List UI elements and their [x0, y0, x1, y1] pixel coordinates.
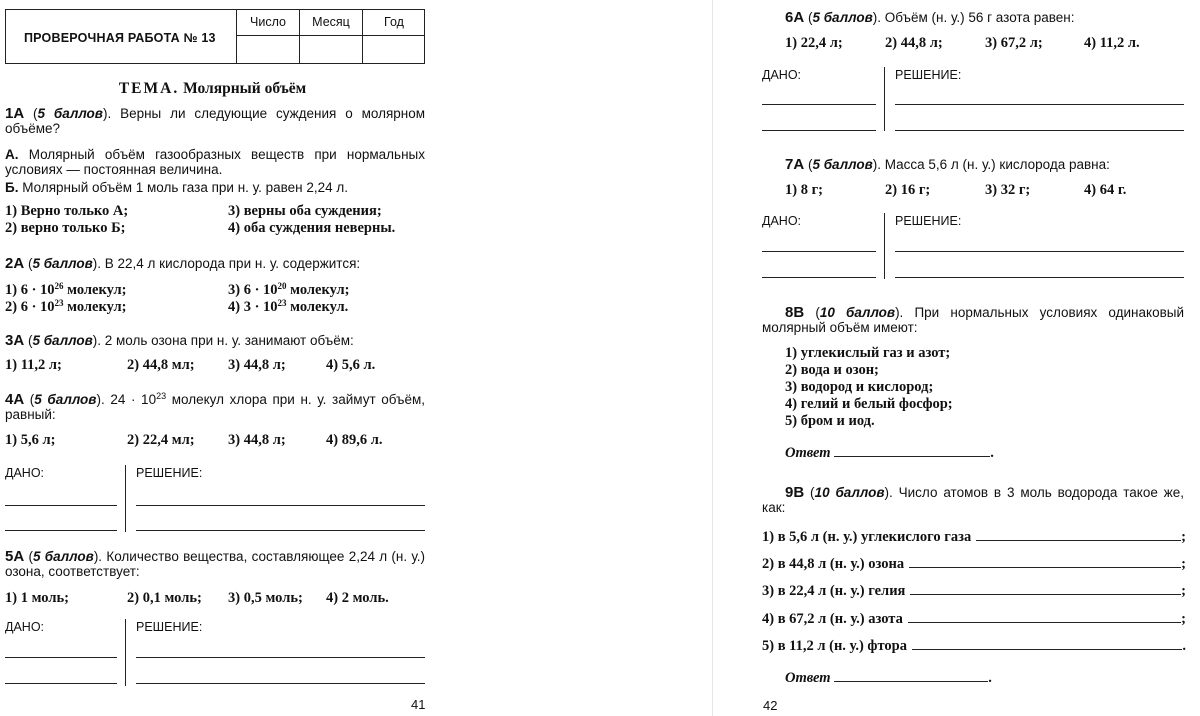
solution-line[interactable]	[895, 130, 1184, 131]
statement-a: А. Молярный объём газообразных веществ при нормальных условиях — постоянная величина.	[5, 147, 425, 177]
given-line[interactable]	[762, 130, 876, 131]
work-divider	[884, 213, 885, 279]
header-title: ПРОВЕРОЧНАЯ РАБОТА № 13	[24, 31, 216, 45]
given-line[interactable]	[762, 104, 876, 105]
solution-label: РЕШЕНИЕ:	[895, 68, 962, 82]
right-page	[730, 0, 1200, 716]
work-divider	[125, 465, 126, 532]
q1-option-4: 4) оба суждения неверны.	[228, 220, 396, 236]
answer-line[interactable]	[834, 669, 988, 682]
q4-option-3: 3) 44,8 л;	[228, 432, 286, 448]
question-3: 3А (5 баллов). 2 моль озона при н. у. занимают объём:	[5, 332, 354, 349]
header-day-label: Число	[250, 15, 286, 29]
q9-item-1: 1) в 5,6 л (н. у.) углекислого газа ;	[762, 529, 1186, 545]
q4-option-2: 2) 22,4 мл;	[127, 432, 195, 448]
header-table	[5, 9, 425, 64]
solution-label: РЕШЕНИЕ:	[136, 620, 203, 634]
q8-item-3: 3) водород и кислород;	[785, 379, 934, 395]
header-year-label: Год	[384, 15, 404, 29]
q8-item-1: 1) углекислый газ и азот;	[785, 345, 951, 361]
question-1: 1А (5 баллов). Верны ли следующие суждения о молярном объёме?	[5, 105, 426, 136]
work-divider	[884, 67, 885, 131]
solution-line[interactable]	[895, 277, 1184, 278]
given-line[interactable]	[762, 277, 876, 278]
q1-option-2: 2) верно только Б;	[5, 220, 126, 236]
answer-line[interactable]	[908, 610, 1181, 623]
q6-option-3: 3) 67,2 л;	[985, 35, 1043, 51]
q9-item-2: 2) в 44,8 л (н. у.) озона ;	[762, 556, 1186, 572]
q3-option-2: 2) 44,8 мл;	[127, 357, 195, 373]
q2-option-4: 4) $3 \cdot 10^{23}$ молекул.	[228, 298, 349, 315]
q9-answer: Ответ .	[785, 670, 992, 686]
q6-option-1: 1) 22,4 л;	[785, 35, 843, 51]
answer-line[interactable]	[976, 528, 1181, 541]
answer-line[interactable]	[910, 582, 1181, 595]
solution-line[interactable]	[136, 657, 425, 658]
header-month-label: Месяц	[312, 15, 350, 29]
page-number: 42	[763, 698, 778, 713]
solution-line[interactable]	[895, 104, 1184, 105]
q7-option-4: 4) 64 г.	[1084, 182, 1127, 198]
q8-answer: Ответ .	[785, 445, 994, 461]
given-line[interactable]	[5, 683, 117, 684]
question-5: 5А (5 баллов). Количество вещества, составляющее 2,24 л (н. у.) озона, соответствует:	[5, 548, 426, 579]
q7-option-1: 1) 8 г;	[785, 182, 823, 198]
given-label: ДАНО:	[5, 620, 45, 634]
q7-option-3: 3) 32 г;	[985, 182, 1031, 198]
given-line[interactable]	[5, 530, 117, 531]
given-label: ДАНО:	[5, 466, 45, 480]
q9-item-4: 4) в 67,2 л (н. у.) азота ;	[762, 611, 1186, 627]
given-line[interactable]	[762, 251, 876, 252]
question-2: 2А (5 баллов). В 22,4 л кислорода при н. у. содержится:	[5, 255, 361, 272]
q8-item-5: 5) бром и иод.	[785, 413, 875, 429]
solution-line[interactable]	[895, 251, 1184, 252]
page-gutter	[712, 0, 713, 716]
answer-line[interactable]	[909, 555, 1181, 568]
q7-option-2: 2) 16 г;	[885, 182, 931, 198]
q9-item-3: 3) в 22,4 л (н. у.) гелия ;	[762, 583, 1186, 599]
q8-item-4: 4) гелий и белый фосфор;	[785, 396, 953, 412]
q2-option-2: 2) $6 \cdot 10^{23}$ молекул;	[5, 298, 127, 315]
q6-option-2: 2) 44,8 л;	[885, 35, 943, 51]
work-divider	[125, 619, 126, 686]
solution-line[interactable]	[136, 505, 425, 506]
q8-item-2: 2) вода и озон;	[785, 362, 879, 378]
q5-option-3: 3) 0,5 моль;	[228, 590, 303, 606]
answer-line[interactable]	[912, 637, 1182, 650]
q3-option-3: 3) 44,8 л;	[228, 357, 286, 373]
q4-option-1: 1) 5,6 л;	[5, 432, 56, 448]
page-number: 41	[411, 697, 426, 712]
given-label: ДАНО:	[762, 68, 802, 82]
solution-label: РЕШЕНИЕ:	[895, 214, 962, 228]
q9-item-5: 5) в 11,2 л (н. у.) фтора .	[762, 638, 1186, 654]
solution-line[interactable]	[136, 530, 425, 531]
given-line[interactable]	[5, 505, 117, 506]
given-label: ДАНО:	[762, 214, 802, 228]
question-8: 8В (10 баллов). При нормальных условиях одинаковый молярный объём имеют:	[762, 304, 1184, 335]
q6-option-4: 4) 11,2 л.	[1084, 35, 1140, 51]
q3-option-4: 4) 5,6 л.	[326, 357, 376, 373]
q2-option-3: 3) $6 \cdot 10^{20}$ молекул;	[228, 281, 350, 298]
q5-option-4: 4) 2 моль.	[326, 590, 389, 606]
given-line[interactable]	[5, 657, 117, 658]
q2-option-1: 1) $6 \cdot 10^{26}$ молекул;	[5, 281, 127, 298]
page-title: ТЕМА. Молярный объём	[118, 80, 307, 97]
statement-b: Б. Молярный объём 1 моль газа при н. у. равен 2,24 л.	[5, 180, 348, 195]
question-7: 7А (5 баллов). Масса 5,6 л (н. у.) кислорода равна:	[785, 156, 1110, 173]
q3-option-1: 1) 11,2 л;	[5, 357, 62, 373]
q1-option-3: 3) верны оба суждения;	[228, 203, 382, 219]
question-6: 6А (5 баллов). Объём (н. у.) 56 г азота равен:	[785, 9, 1075, 26]
q5-option-1: 1) 1 моль;	[5, 590, 69, 606]
question-9: 9В (10 баллов). Число атомов в 3 моль водорода такое же, как:	[762, 484, 1184, 515]
question-4: 4А (5 баллов). $24 \cdot 10^{23}$ молекул хлора при н. у. займут объём, равный:	[5, 391, 426, 422]
q1-option-1: 1) Верно только А;	[5, 203, 129, 219]
left-page	[0, 0, 440, 716]
solution-line[interactable]	[136, 683, 425, 684]
answer-line[interactable]	[834, 444, 990, 457]
q4-option-4: 4) 89,6 л.	[326, 432, 383, 448]
solution-label: РЕШЕНИЕ:	[136, 466, 203, 480]
q5-option-2: 2) 0,1 моль;	[127, 590, 202, 606]
